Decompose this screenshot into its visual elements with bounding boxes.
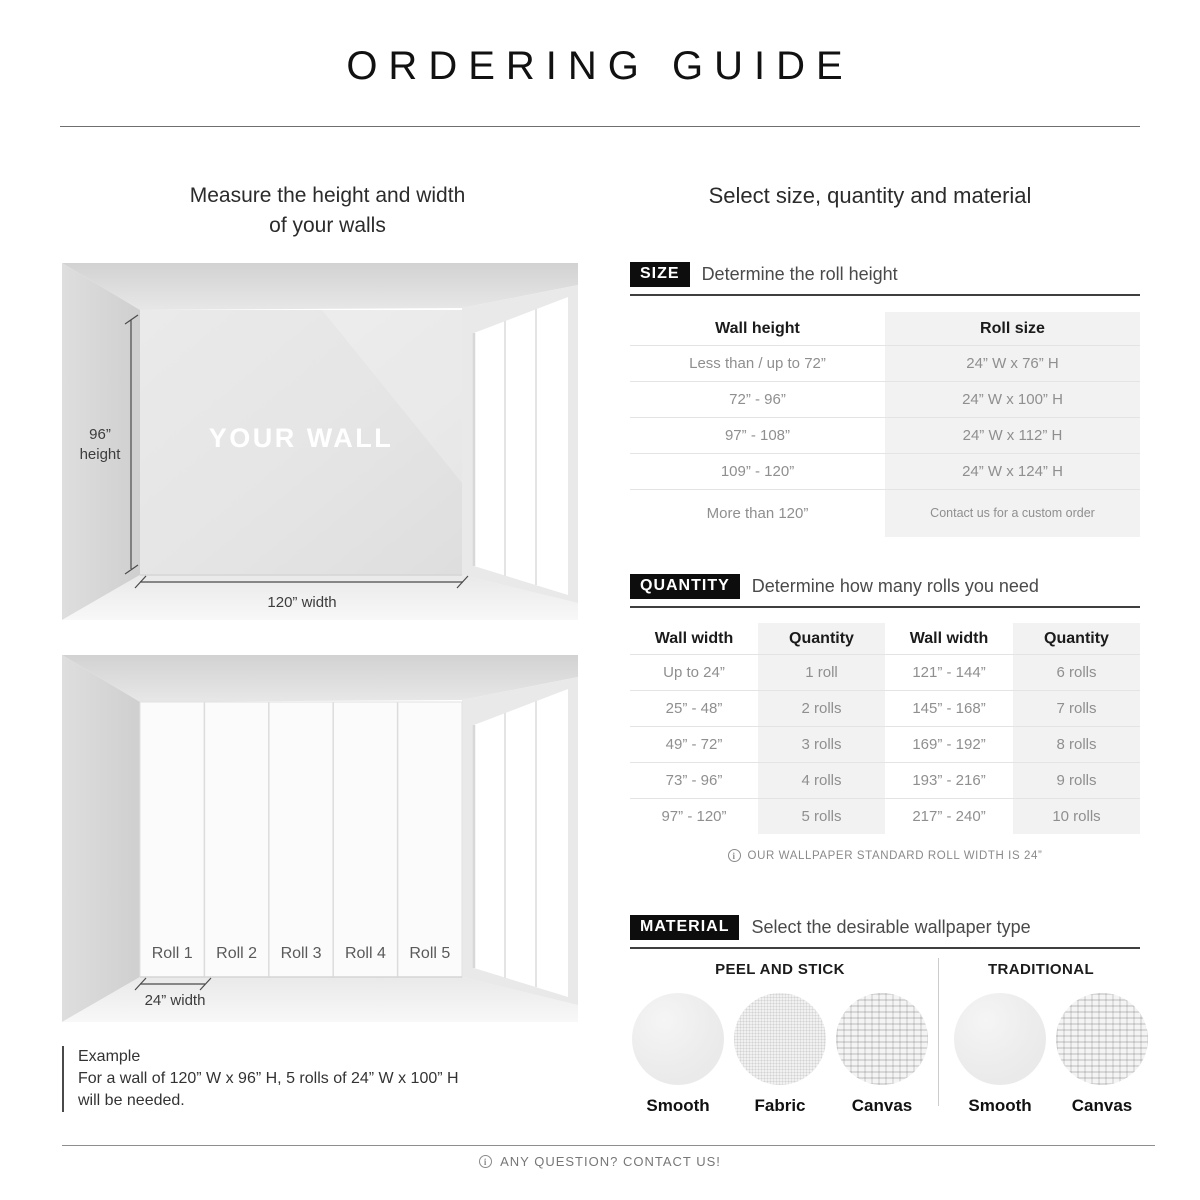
swatch-smooth-traditional: [954, 993, 1046, 1085]
roll-label: Roll 4: [344, 945, 386, 962]
table-cell: Up to 24”: [663, 664, 725, 681]
table-cell: 145” - 168”: [912, 700, 986, 717]
room-drawing: [62, 655, 578, 1022]
quantity-description: Determine how many rolls you need: [751, 576, 1039, 596]
table-cell: 97” - 108”: [724, 427, 791, 444]
roll-label: Roll 1: [151, 945, 193, 962]
info-icon: i: [728, 849, 741, 862]
right-column-heading: Select size, quantity and material: [708, 183, 1032, 208]
roll-width-note-text: OUR WALLPAPER STANDARD ROLL WIDTH IS 24”: [747, 849, 1043, 862]
swatch-label: Canvas: [851, 1096, 913, 1115]
material-group-title-peel-and-stick: PEEL AND STICK: [715, 961, 845, 978]
roll-labels: [140, 945, 462, 963]
swatch-canvas-peel: [836, 993, 928, 1085]
table-row: [630, 762, 1140, 798]
quantity-section-header: [630, 574, 1140, 608]
column-header: Roll size: [885, 312, 1140, 345]
column-header: Quantity: [1013, 623, 1140, 654]
table-cell: 8 rolls: [1013, 727, 1140, 762]
height-dimension-label: 96” height: [79, 426, 121, 463]
example-line2: will be needed.: [78, 1092, 185, 1109]
table-cell: 121” - 144”: [912, 664, 986, 681]
roll-width-note: [630, 849, 1140, 862]
swatch-label: Fabric: [754, 1096, 806, 1115]
quantity-table: [630, 623, 1140, 834]
window: [474, 297, 568, 595]
table-cell: 7 rolls: [1013, 691, 1140, 726]
table-row: [630, 690, 1140, 726]
example-title: Example: [78, 1048, 141, 1065]
material-group-title-traditional: TRADITIONAL: [987, 961, 1095, 978]
table-cell: 3 rolls: [758, 727, 885, 762]
example-line1: For a wall of 120” W x 96” H, 5 rolls of 24” W x 100” H: [78, 1070, 459, 1087]
roll-width-dimension-label: 24” width: [144, 992, 206, 1009]
table-cell: 193” - 216”: [912, 772, 986, 789]
table-cell: 24” W x 76” H: [885, 346, 1140, 381]
size-table-header-row: [630, 312, 1140, 345]
table-cell: 25” - 48”: [665, 700, 723, 717]
swatch-label: Smooth: [968, 1096, 1032, 1115]
material-description: Select the desirable wallpaper type: [751, 917, 1031, 937]
table-cell: 24” W x 100” H: [885, 382, 1140, 417]
left-heading-line1: Measure the height and width: [189, 184, 466, 207]
quantity-table-header-row: [630, 623, 1140, 654]
left-heading-line2: of your walls: [269, 214, 386, 237]
table-cell: 2 rolls: [758, 691, 885, 726]
column-header: Wall height: [715, 319, 800, 337]
your-wall-label: YOUR WALL: [208, 423, 394, 453]
table-cell: 73” - 96”: [665, 772, 723, 789]
footer-note-text: ANY QUESTION? CONTACT US!: [500, 1154, 721, 1169]
size-description: Determine the roll height: [701, 264, 898, 284]
table-cell: 6 rolls: [1013, 655, 1140, 690]
table-cell: 24” W x 112” H: [885, 418, 1140, 453]
roll-label: Roll 3: [280, 945, 322, 962]
size-badge: SIZE: [630, 262, 690, 287]
column-header: Quantity: [758, 623, 885, 654]
table-cell: More than 120”: [706, 505, 809, 522]
table-cell: 5 rolls: [758, 799, 885, 834]
info-icon: i: [479, 1155, 492, 1168]
table-row: [630, 345, 1140, 381]
example-note: [62, 1046, 532, 1112]
table-cell: Contact us for a custom order: [885, 490, 1140, 537]
column-header: Wall width: [654, 629, 734, 647]
footer-divider: [62, 1145, 1155, 1146]
width-dimension-label: 120” width: [267, 594, 337, 611]
table-row: [630, 798, 1140, 834]
footer-note: [0, 1154, 1200, 1169]
material-section-header: [630, 915, 1140, 949]
left-wall: [62, 655, 140, 1022]
table-cell: 1 roll: [758, 655, 885, 690]
material-group-divider: [938, 958, 939, 1106]
wallpaper-rolls: [140, 702, 462, 977]
table-row: [630, 417, 1140, 453]
table-row: [630, 726, 1140, 762]
table-cell: 97” - 120”: [661, 808, 727, 825]
column-header: Wall width: [909, 629, 989, 647]
table-cell: 4 rolls: [758, 763, 885, 798]
table-cell: 169” - 192”: [912, 736, 986, 753]
window: [474, 689, 568, 997]
table-row: [630, 453, 1140, 489]
swatch-smooth-peel: [632, 993, 724, 1085]
table-cell: 24” W x 124” H: [885, 454, 1140, 489]
size-section-header: [630, 262, 1140, 296]
room-illustration-rolls: [62, 655, 578, 1022]
swatch-label: Smooth: [646, 1096, 710, 1115]
left-column-heading: [60, 181, 595, 241]
table-row: [630, 381, 1140, 417]
swatch-canvas-traditional: [1056, 993, 1148, 1085]
table-cell: 217” - 240”: [912, 808, 986, 825]
table-row: [630, 489, 1140, 537]
material-badge: MATERIAL: [630, 915, 739, 940]
table-cell: 49” - 72”: [665, 736, 723, 753]
page-title: ORDERING GUIDE: [346, 44, 854, 88]
roll-label: Roll 5: [409, 945, 451, 962]
table-cell: 72” - 96”: [729, 391, 786, 408]
table-cell: 10 rolls: [1013, 799, 1140, 834]
quantity-badge: QUANTITY: [630, 574, 740, 599]
swatch-fabric-peel: [734, 993, 826, 1085]
roll-label: Roll 2: [216, 945, 258, 962]
swatch-label: Canvas: [1071, 1096, 1133, 1115]
table-cell: 9 rolls: [1013, 763, 1140, 798]
table-row: [630, 654, 1140, 690]
room-illustration-measure: [62, 263, 578, 620]
table-cell: 109” - 120”: [720, 463, 795, 480]
table-cell: Less than / up to 72”: [689, 355, 826, 372]
size-table: [630, 312, 1140, 537]
top-divider: [60, 126, 1140, 127]
